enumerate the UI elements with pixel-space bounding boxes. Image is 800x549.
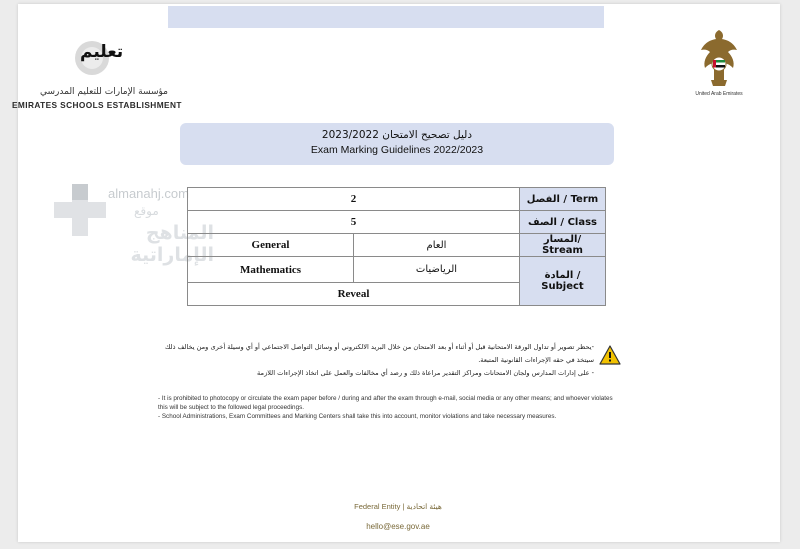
stream-row <box>188 234 606 257</box>
title-arabic: دليل تصحيح الامتحان 2023/2022 <box>321 129 473 141</box>
falcon-emblem-icon <box>697 28 741 90</box>
warning-arabic <box>158 341 594 380</box>
warning-english <box>158 394 618 421</box>
title-box <box>180 123 614 165</box>
title-english: Exam Marking Guidelines 2022/2023 <box>310 144 484 156</box>
subject-series: Reveal <box>188 283 520 306</box>
warning-english-2: - School Administrations, Exam Committees and Marking Centers shall take this into account, monitor violations and take necessary measures. <box>158 413 557 420</box>
footer-email-link[interactable]: hello@ese.gov.ae <box>366 522 430 531</box>
class-value: 5 <box>188 211 520 234</box>
class-label: الصف / Class <box>520 211 606 234</box>
watermark-arabic-2: المناهج الإماراتية <box>130 222 214 266</box>
taaleem-logo-mark <box>72 36 124 84</box>
stream-label: المسار/ Stream <box>520 234 606 257</box>
warning-arabic-1: -يحظر تصوير أو تداول الورقة الامتحانية قبل أو أثناء أو بعد الامتحان من خلال البريد الالكتروني أو وسائل التواصل الاجتماعي أو أي وسيلة أخرى ومن يخالف ذلك سيتخذ في حقه الإجراءات القانونية المتبعة. <box>165 343 594 364</box>
class-row <box>188 211 606 234</box>
ese-english-name: EMIRATES SCHOOLS ESTABLISHMENT <box>12 100 182 110</box>
warning-icon <box>599 345 621 365</box>
subject-english: Mathematics <box>188 257 354 283</box>
uae-caption: United Arab Emirates <box>695 91 743 97</box>
header-band <box>168 6 604 28</box>
subject-row <box>188 257 606 283</box>
watermark-arabic-1: موقع <box>134 204 159 218</box>
subject-label: المادة / Subject <box>520 257 606 306</box>
stream-arabic: العام <box>354 234 520 257</box>
subject-arabic: الرياضيات <box>354 257 520 283</box>
footer-entity: Federal Entity | هيئة اتحادية <box>354 502 442 511</box>
term-row <box>188 188 606 211</box>
warning-arabic-2: - على إدارات المدارس ولجان الامتحانات ومراكز التقدير مراعاة ذلك و رصد أي مخالفات والعمل على اتخاذ الإجراءات اللازمة <box>257 369 594 377</box>
document-page <box>12 4 780 542</box>
exam-info-table <box>187 187 606 306</box>
taaleem-logo-text: تعليم <box>80 42 124 62</box>
warning-english-1: - It is prohibited to photocopy or circulate the exam paper before / during and after the exam through e-mail, social media or any other means; and whoever violates this will be subject to the followed legal proceedings. <box>158 395 613 411</box>
term-label: الفصل / Term <box>520 188 606 211</box>
ese-arabic-name: مؤسسة الإمارات للتعليم المدرسي <box>40 87 168 97</box>
ese-logo <box>10 34 180 112</box>
stream-english: General <box>188 234 354 257</box>
watermark-site: almanahj.com <box>108 186 189 201</box>
uae-emblem-logo <box>689 28 749 108</box>
term-value: 2 <box>188 188 520 211</box>
